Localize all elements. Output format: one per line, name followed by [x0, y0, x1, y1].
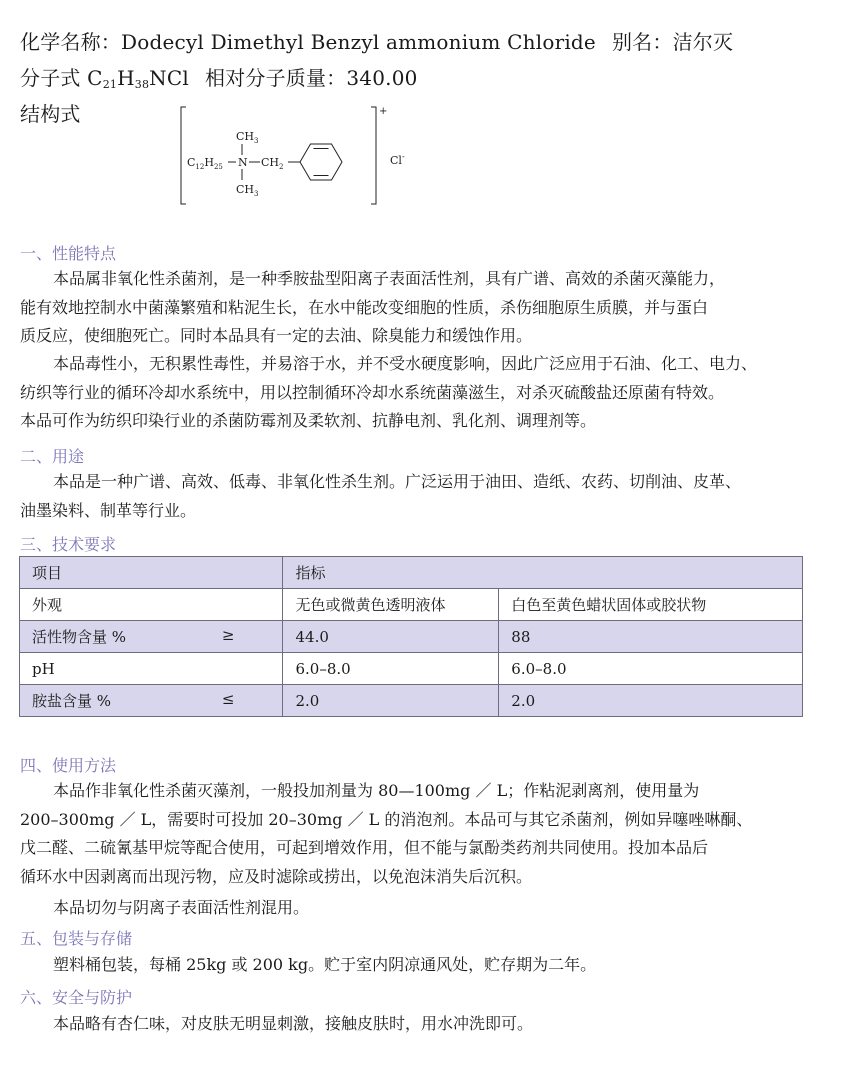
section-title-performance: 一、性能特点 [20, 244, 117, 263]
section-title-safety: 六、安全与防护 [20, 988, 133, 1007]
molecular-weight-label: 相对分子质量： [204, 66, 347, 90]
usage-paragraph: 本品是一种广谱、高效、低毒、非氧化性杀生剂。广泛运用于油田、造纸、农药、切削油、皮革、 油墨染料、制革等行业。 [20, 472, 742, 520]
chloride-anion: Cl- [390, 152, 405, 167]
alias-value: 洁尔灭 [672, 30, 734, 54]
right-bracket [371, 107, 376, 204]
chemical-name-label: 化学名称： [20, 30, 121, 54]
methyl-bottom: $CH_3$ [236, 183, 259, 198]
spec-table [19, 556, 803, 717]
methyl-top: $CH_3$ [236, 130, 259, 145]
table-cell-item: 外观 [20, 589, 283, 621]
performance-paragraph-2: 本品毒性小，无积累性毒性，并易溶于水，并不受水硬度影响，因此广泛应用于石油、化工、电力、 纺织等行业的循环冷却水系统中，用以控制循环冷却水系统菌藻滋生，对杀灭硫酸盐还原菌有特效。 本品可作为纺织印染行业的杀菌防霉剂及柔软剂、抗静电剂、乳化剂、调理剂等。 [20, 354, 758, 430]
safety-paragraph: 本品略有杏仁味，对皮肤无明显刺激，接触皮肤时，用水冲洗即可。 [53, 1014, 534, 1033]
method-paragraph-2: 本品切勿与阴离子表面活性剂混用。 [53, 898, 310, 917]
table-cell-liquid: 2.0 [283, 685, 499, 717]
chemical-name-line [20, 26, 733, 55]
section-title-specs: 三、技术要求 [20, 535, 117, 554]
molecular-formula: $C_{21}H_{38}NCl$ [87, 66, 189, 91]
method-paragraph-1: 本品作非氧化性杀菌灭藻剂，一般投加剂量为 80—100mg ／ L；作粘泥剥离剂，使用量为 200–300mg ／ L，需要时可投加 20–30mg ／ L 的消泡剂。本品可与其它杀菌剂，例如异噻唑啉酮、 戊二醛、二硫氰基甲烷等配合使用，可起到增效作用，但不能与氯酚类药剂共同使用。投加本品后 循环水中因剥离而出现污物，应及时滤除或捞出，以免泡沫消失后沉积。 [20, 781, 753, 886]
molecular-weight-value: 340.00 [346, 66, 418, 90]
table-cell-liquid: 44.0 [283, 621, 499, 653]
table-header-cell: 指标 [283, 557, 803, 589]
table-cell-solid: 2.0 [499, 685, 803, 717]
formula-label: 分子式 [20, 66, 81, 90]
table-row [20, 685, 803, 717]
table-row [20, 653, 803, 685]
benzene-ring [300, 144, 342, 180]
dodecyl-group: $C_{12}H_{25}$ [187, 156, 223, 171]
chemical-name-value: Dodecyl Dimethyl Benzyl ammonium Chloride [121, 30, 596, 54]
formula-line [20, 62, 418, 91]
table-cell-solid: 白色至黄色蜡状固体或胶状物 [499, 589, 803, 621]
table-header-cell: 项目 [20, 557, 283, 589]
table-cell-solid: 6.0–8.0 [499, 653, 803, 685]
methylene-group: $CH_2$ [261, 156, 284, 171]
section-title-usage: 二、用途 [20, 447, 85, 466]
table-cell-liquid: 6.0–8.0 [283, 653, 499, 685]
left-bracket [181, 107, 186, 204]
table-row [20, 589, 803, 621]
section-title-packaging: 五、包装与存储 [20, 929, 133, 948]
table-row [20, 621, 803, 653]
table-cell-solid: 88 [499, 621, 803, 653]
alias-label: 别名： [611, 30, 673, 54]
structure-label: 结构式 [20, 102, 81, 126]
table-cell-item: 胺盐含量 % ≤ [20, 685, 283, 717]
performance-paragraph-1: 本品属非氧化性杀菌剂，是一种季胺盐型阳离子表面活性剂，具有广谱、高效的杀菌灭藻能力， 能有效地控制水中菌藻繁殖和粘泥生长，在水中能改变细胞的性质，杀伤细胞原生质膜，并与蛋白 质反应，使细胞死亡。同时本品具有一定的去油、除臭能力和缓蚀作用。 [20, 269, 726, 345]
table-header-row [20, 557, 803, 589]
section-title-method: 四、使用方法 [20, 756, 117, 775]
cation-charge: + [379, 106, 388, 117]
nitrogen-atom: N [238, 156, 248, 169]
structural-formula [178, 102, 418, 212]
table-cell-item: 活性物含量 % ≥ [20, 621, 283, 653]
packaging-paragraph: 塑料桶包装，每桶 25kg 或 200 kg。贮于室内阴凉通风处，贮存期为二年。 [53, 955, 597, 974]
table-cell-liquid: 无色或微黄色透明液体 [283, 589, 499, 621]
table-cell-item: pH [20, 653, 283, 685]
